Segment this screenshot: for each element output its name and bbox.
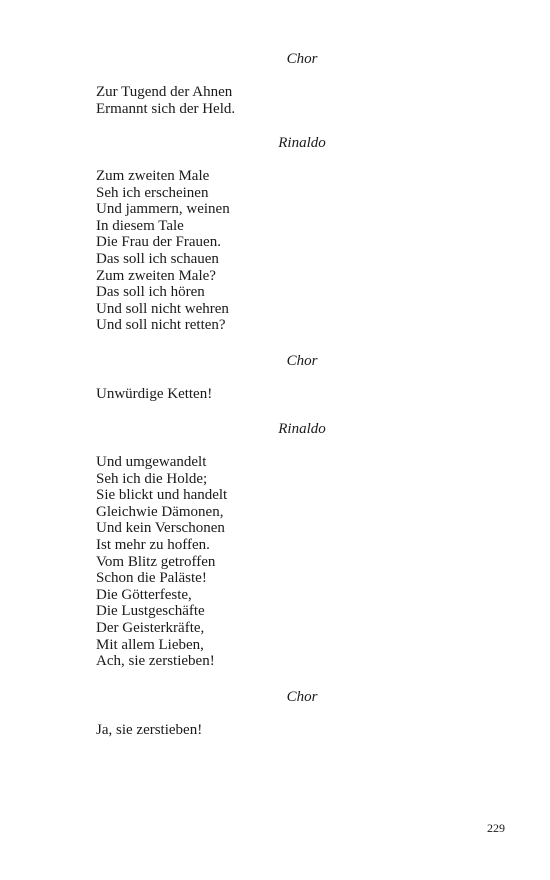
verse-line: Und kein Verschonen: [96, 520, 225, 537]
verse-line: Ja, sie zerstieben!: [96, 722, 203, 738]
verse-stanza-4: [96, 454, 227, 670]
verse-line: Zum zweiten Male: [96, 168, 210, 184]
verse-line: Seh ich erscheinen: [96, 184, 209, 201]
verse-line: Und soll nicht wehren: [96, 300, 229, 317]
verse-line: Schon die Paläste!: [96, 570, 207, 587]
verse-line: Der Geisterkräfte,: [96, 619, 205, 636]
verse-stanza-3: [96, 386, 212, 403]
verse-line: Die Frau der Frauen.: [96, 234, 221, 251]
speaker-heading-rinaldo: Rinaldo: [278, 135, 326, 151]
verse-line: Und soll nicht retten?: [96, 317, 226, 334]
speaker-heading-chor: Chor: [286, 353, 318, 369]
verse-line: Sie blickt und handelt: [96, 487, 228, 504]
speaker-heading-chor: Chor: [286, 51, 318, 67]
verse-line: Das soll ich schauen: [96, 250, 219, 267]
verse-line: Und jammern, weinen: [96, 201, 230, 218]
verse-line: Zum zweiten Male?: [96, 267, 216, 284]
verse-line: Seh ich die Holde;: [96, 470, 208, 487]
verse-line: Mit allem Lieben,: [96, 636, 204, 653]
verse-line: Ist mehr zu hoffen.: [96, 536, 210, 553]
verse-line: Zur Tugend der Ahnen: [96, 84, 233, 100]
verse-line: In diesem Tale: [96, 217, 184, 234]
speaker-heading-rinaldo: Rinaldo: [278, 421, 326, 437]
verse-line: Das soll ich hören: [96, 284, 205, 301]
page-number: 229: [487, 821, 505, 835]
verse-stanza-2: [96, 168, 230, 334]
verse-line: Ach, sie zerstieben!: [96, 653, 215, 670]
verse-line: Die Lustgeschäfte: [96, 603, 205, 620]
speaker-heading-chor: Chor: [286, 689, 318, 705]
verse-line: Vom Blitz getroffen: [96, 553, 216, 570]
verse-line: Die Götterfeste,: [96, 586, 192, 603]
verse-stanza-5: [96, 722, 202, 739]
verse-line: Unwürdige Ketten!: [96, 386, 213, 402]
verse-line: Gleichwie Dämonen,: [96, 503, 224, 520]
verse-line: Ermannt sich der Held.: [96, 100, 236, 117]
verse-stanza-1: [96, 84, 235, 117]
verse-line: Und umgewandelt: [96, 454, 207, 470]
